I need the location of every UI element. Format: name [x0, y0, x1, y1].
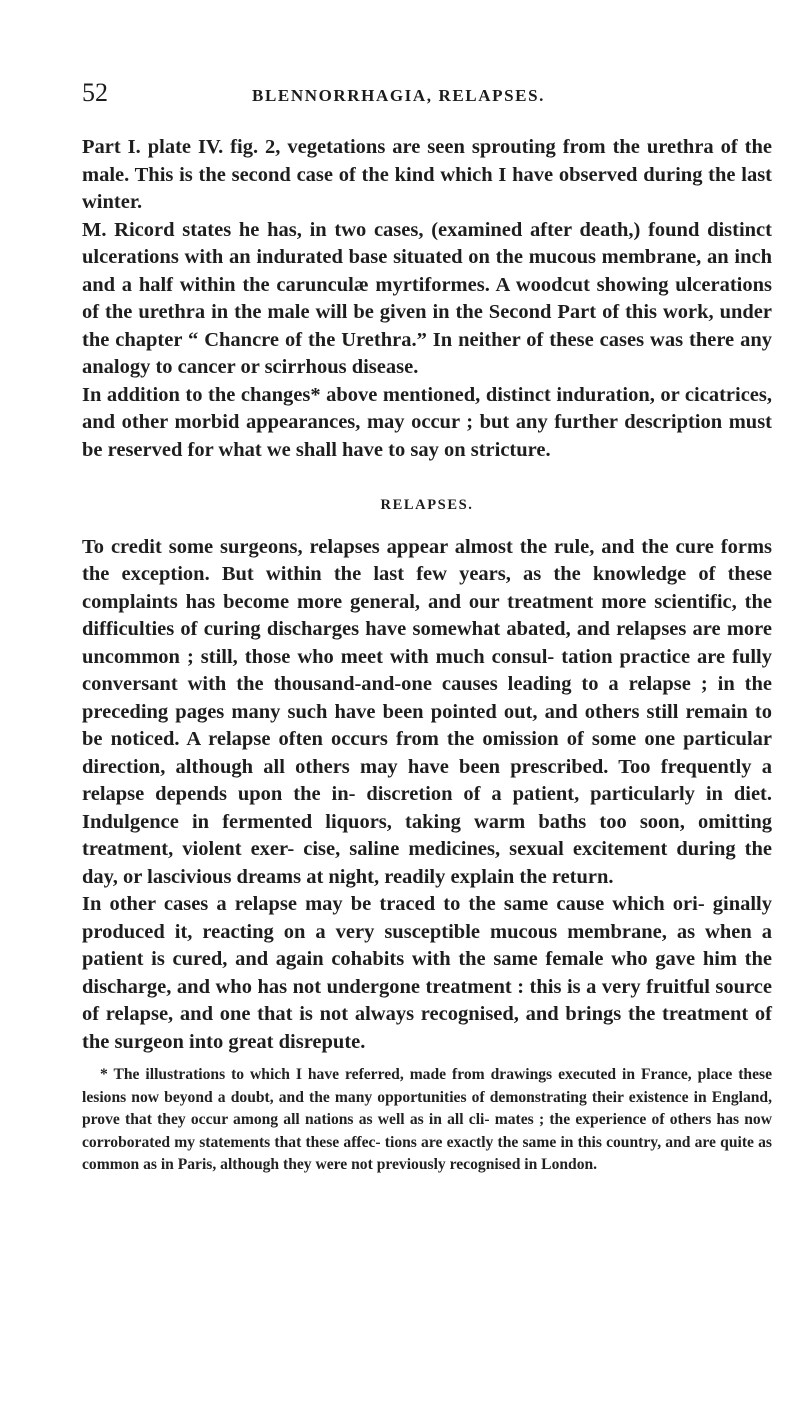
running-head: BLENNORRHAGIA, RELAPSES. — [252, 86, 545, 105]
body-text — [82, 134, 772, 1056]
paragraph-vegetations: Part I. plate IV. fig. 2, vegetations are seen sprouting from the urethra of the male. This is the second case of the kind which I have observed during the last winter. — [82, 136, 772, 213]
book-page — [82, 78, 772, 1192]
paragraph-changes: In addition to the changes* above mentioned, distinct induration, or cicatrices, and other morbid appearances, may occur ; but any further description must be reserved for what we shall have to say on stricture. — [82, 383, 772, 461]
page-number: 52 — [82, 78, 108, 107]
section-heading-relapses: RELAPSES. — [380, 497, 474, 513]
page-header — [82, 78, 772, 108]
footnote: * The illustrations to which I have referred, made from drawings executed in France, place these lesions now beyond a doubt, and the many opportunities of demonstrating their existence in England, prove that they occur among all nations as well as in all cli- mates ; the experience of others has now corroborated my statements that these affec- tions are exactly the same in this country, and are quite as common as in Paris, although they were not previously recognised in London. — [82, 1066, 772, 1173]
paragraph-relapses-cause: In other cases a relapse may be traced to the same cause which ori- ginally produced it, reacting on a very susceptible mucous membrane, as when a patient is cured, and again cohabits with the same female who gave him the discharge, and who has not undergone treatment : this is a very fruitful source of relapse, and one that is not always recognised, and brings the treatment of the surgeon into great disrepute. — [82, 893, 772, 1053]
paragraph-ricord: M. Ricord states he has, in two cases, (examined after death,) found distinct ulcerations with an indurated base situated on the mucous membrane, an inch and a half within the carunculæ myrtiformes. A woodcut showing ulcerations of the urethra in the male will be given in the Second Part of this work, under the chapter “ Chancre of the Urethra.” In neither of these cases was there any analogy to cancer or scirrhous disease. — [82, 218, 772, 378]
paragraph-relapses-rule: To credit some surgeons, relapses appear almost the rule, and the cure forms the exception. But within the last few years, as the knowledge of these complaints has become more general, and our treatment more scientific, the difficulties of curing discharges have somewhat abated, and relapses are more uncommon ; still, those who meet with much consul- tation practice are fully conversant with the thousand-and-one causes leading to a relapse ; in the preceding pages many such have been pointed out, and others still remain to be noticed. A relapse often occurs from the omission of some one particular direction, although all others may have been prescribed. Too frequently a relapse depends upon the in- discretion of a patient, particularly in diet. Indulgence in fermented liquors, taking warm baths too soon, omitting treatment, violent exer- cise, saline medicines, sexual excitement during the day, or lascivious dreams at night, readily explain the return. — [82, 535, 772, 888]
